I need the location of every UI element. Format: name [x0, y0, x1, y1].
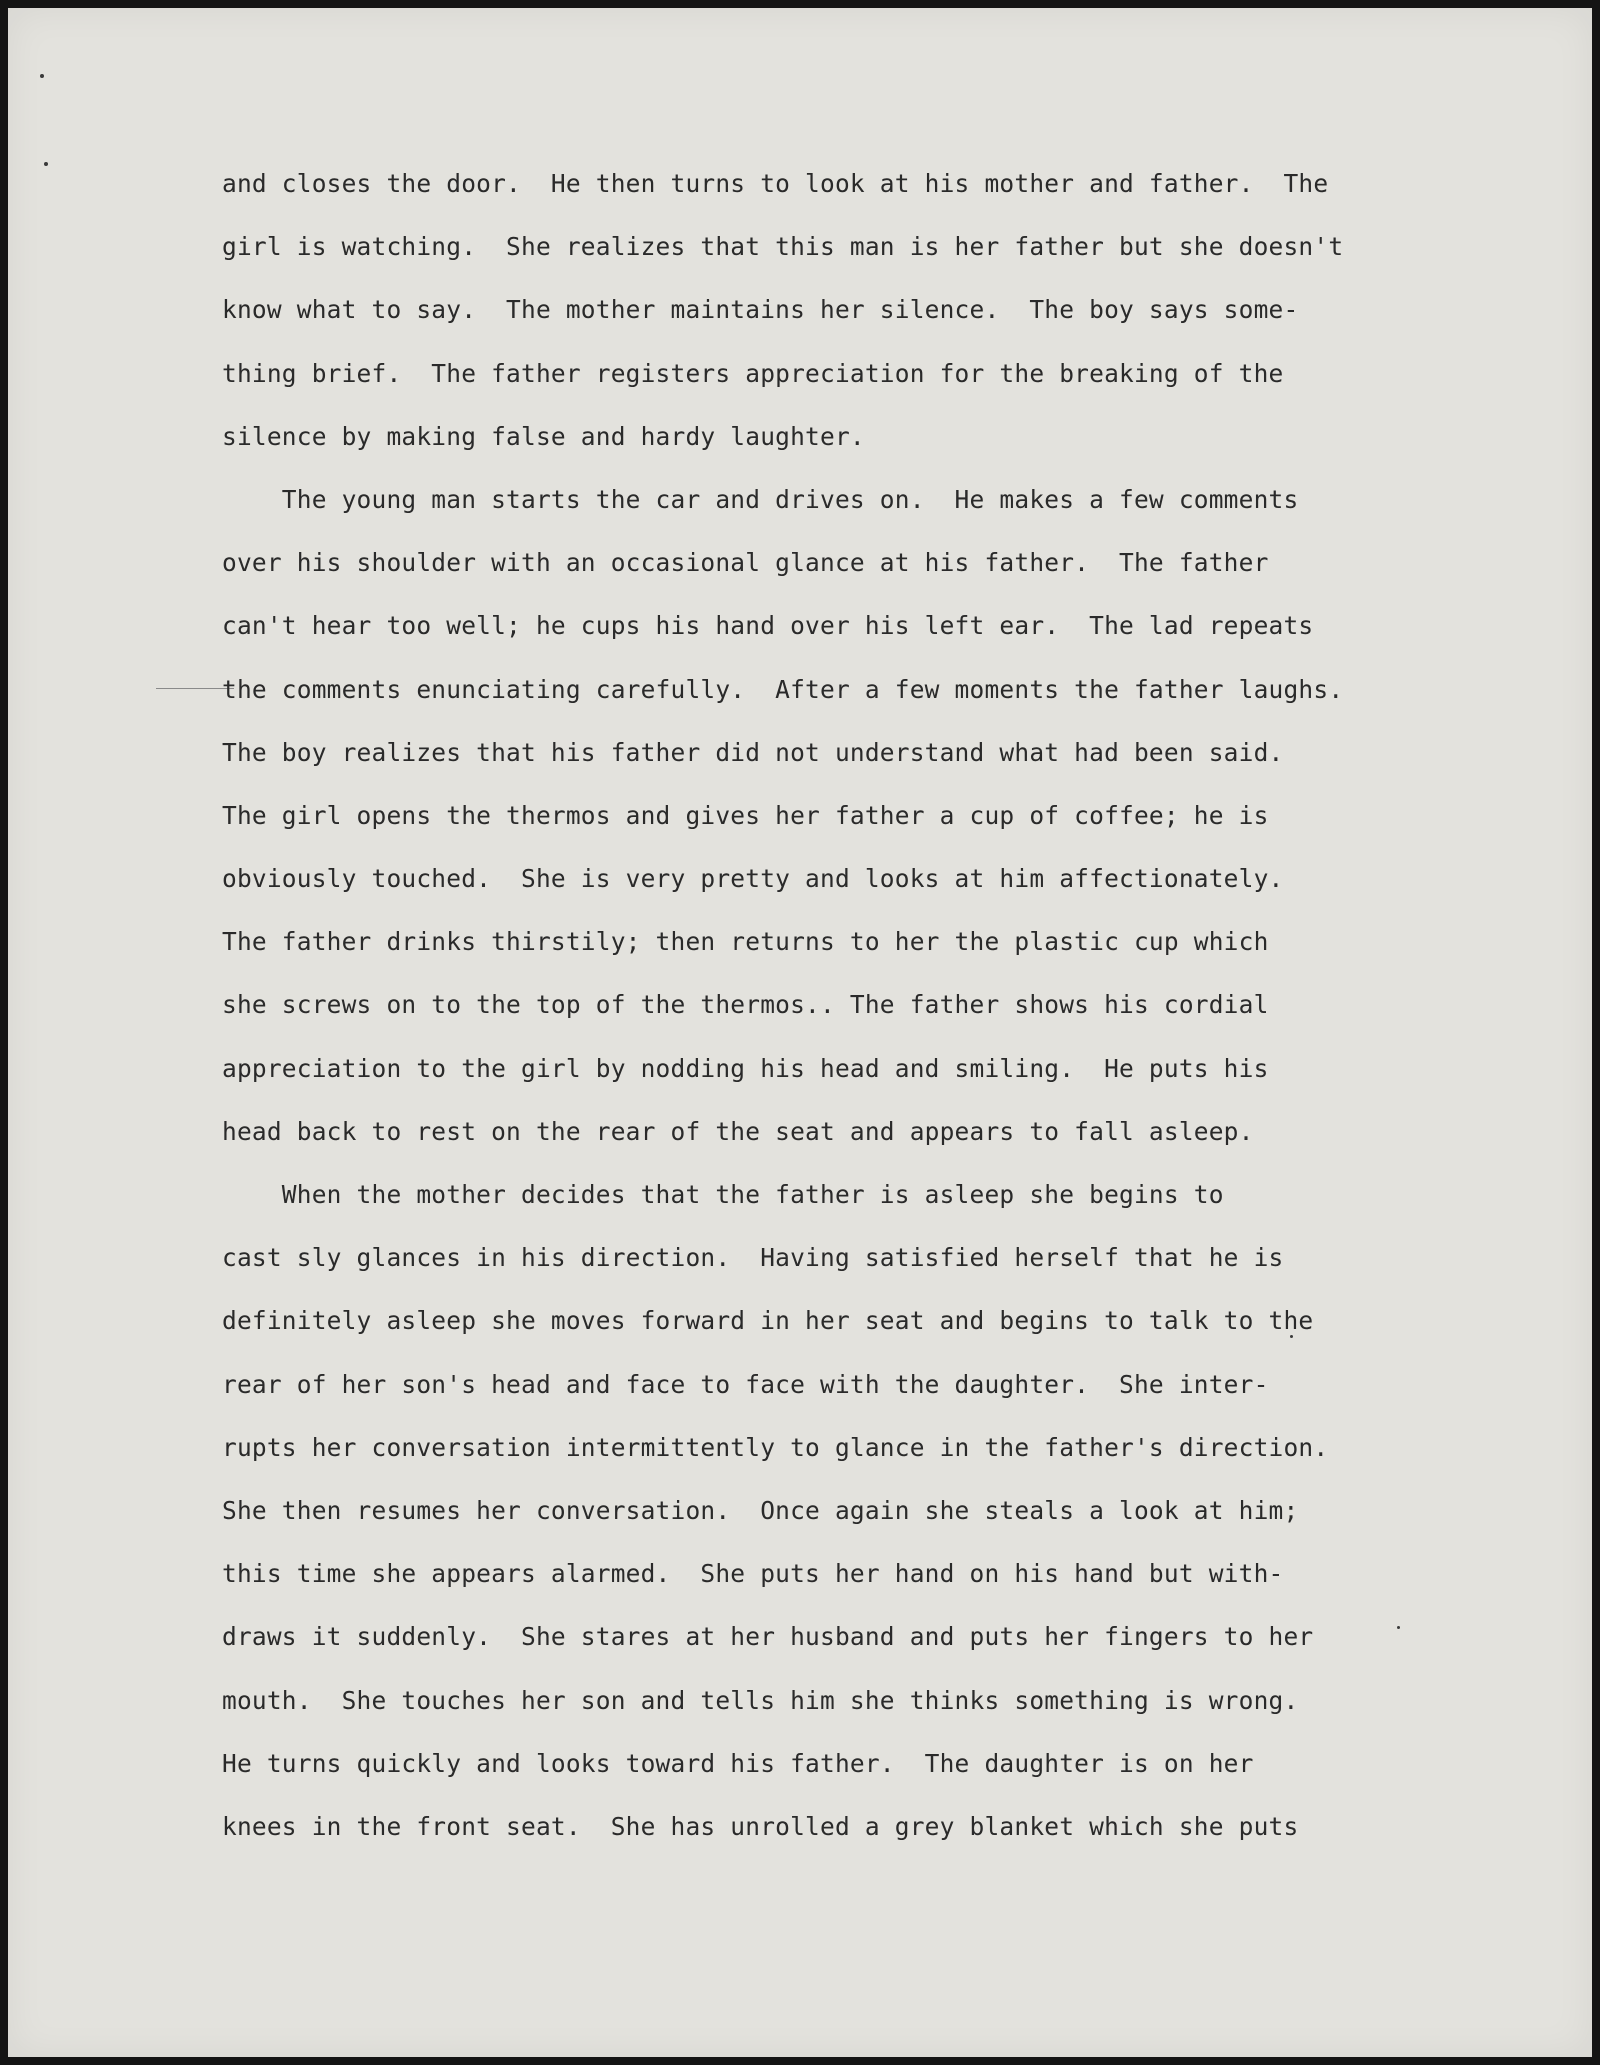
text-line: over his shoulder with an occasional glance at his father. The father — [222, 548, 1269, 578]
text-line: girl is watching. She realizes that this man is her father but she doesn't — [222, 232, 1344, 262]
text-line: silence by making false and hardy laughter. — [222, 421, 865, 451]
text-line: the comments enunciating carefully. After a few moments the father laughs. — [222, 674, 1344, 704]
text-line: rupts her conversation intermittently to glance in the father's direction. — [222, 1432, 1329, 1462]
text-line: thing brief. The father registers appreciation for the breaking of the — [222, 358, 1284, 388]
typed-page — [8, 8, 1592, 2057]
text-line: she screws on to the top of the thermos.. The father shows his cordial — [222, 990, 1269, 1020]
text-line: this time she appears alarmed. She puts her hand on his hand but with- — [222, 1559, 1284, 1589]
paper-speck — [44, 162, 48, 166]
text-line: obviously touched. She is very pretty and looks at him affectionately. — [222, 864, 1284, 894]
text-line: He turns quickly and looks toward his father. The daughter is on her — [222, 1748, 1254, 1778]
text-line: know what to say. The mother maintains her silence. The boy says some- — [222, 295, 1299, 325]
text-line: The father drinks thirstily; then returns to her the plastic cup which — [222, 927, 1269, 957]
text-line: The girl opens the thermos and gives her father a cup of coffee; he is — [222, 800, 1269, 830]
text-line: The boy realizes that his father did not understand what had been said. — [222, 737, 1284, 767]
text-line: The young man starts the car and drives on. He makes a few comments — [222, 484, 1299, 514]
text-line: rear of her son's head and face to face with the daughter. She inter- — [222, 1369, 1269, 1399]
paper-speck — [40, 74, 44, 78]
text-line: draws it suddenly. She stares at her husband and puts her fingers to her — [222, 1622, 1314, 1652]
text-line: mouth. She touches her son and tells him she thinks something is wrong. — [222, 1685, 1299, 1715]
text-line: When the mother decides that the father is asleep she begins to — [222, 1180, 1224, 1209]
text-line: cast sly glances in his direction. Having satisfied herself that he is — [222, 1243, 1284, 1273]
text-line: head back to rest on the rear of the seat and appears to fall asleep. — [222, 1116, 1254, 1146]
text-line: appreciation to the girl by nodding his head and smiling. He puts his — [222, 1053, 1269, 1083]
text-line: knees in the front seat. She has unrolled a grey blanket which she puts — [222, 1811, 1299, 1841]
text-line: She then resumes her conversation. Once again she steals a look at him; — [222, 1495, 1299, 1525]
text-line: can't hear too well; he cups his hand over his left ear. The lad repeats — [222, 611, 1314, 641]
typewritten-text — [222, 152, 1432, 1858]
text-line: and closes the door. He then turns to look at his mother and father. The — [222, 169, 1329, 198]
text-line: definitely asleep she moves forward in her seat and begins to talk to the — [222, 1306, 1314, 1336]
